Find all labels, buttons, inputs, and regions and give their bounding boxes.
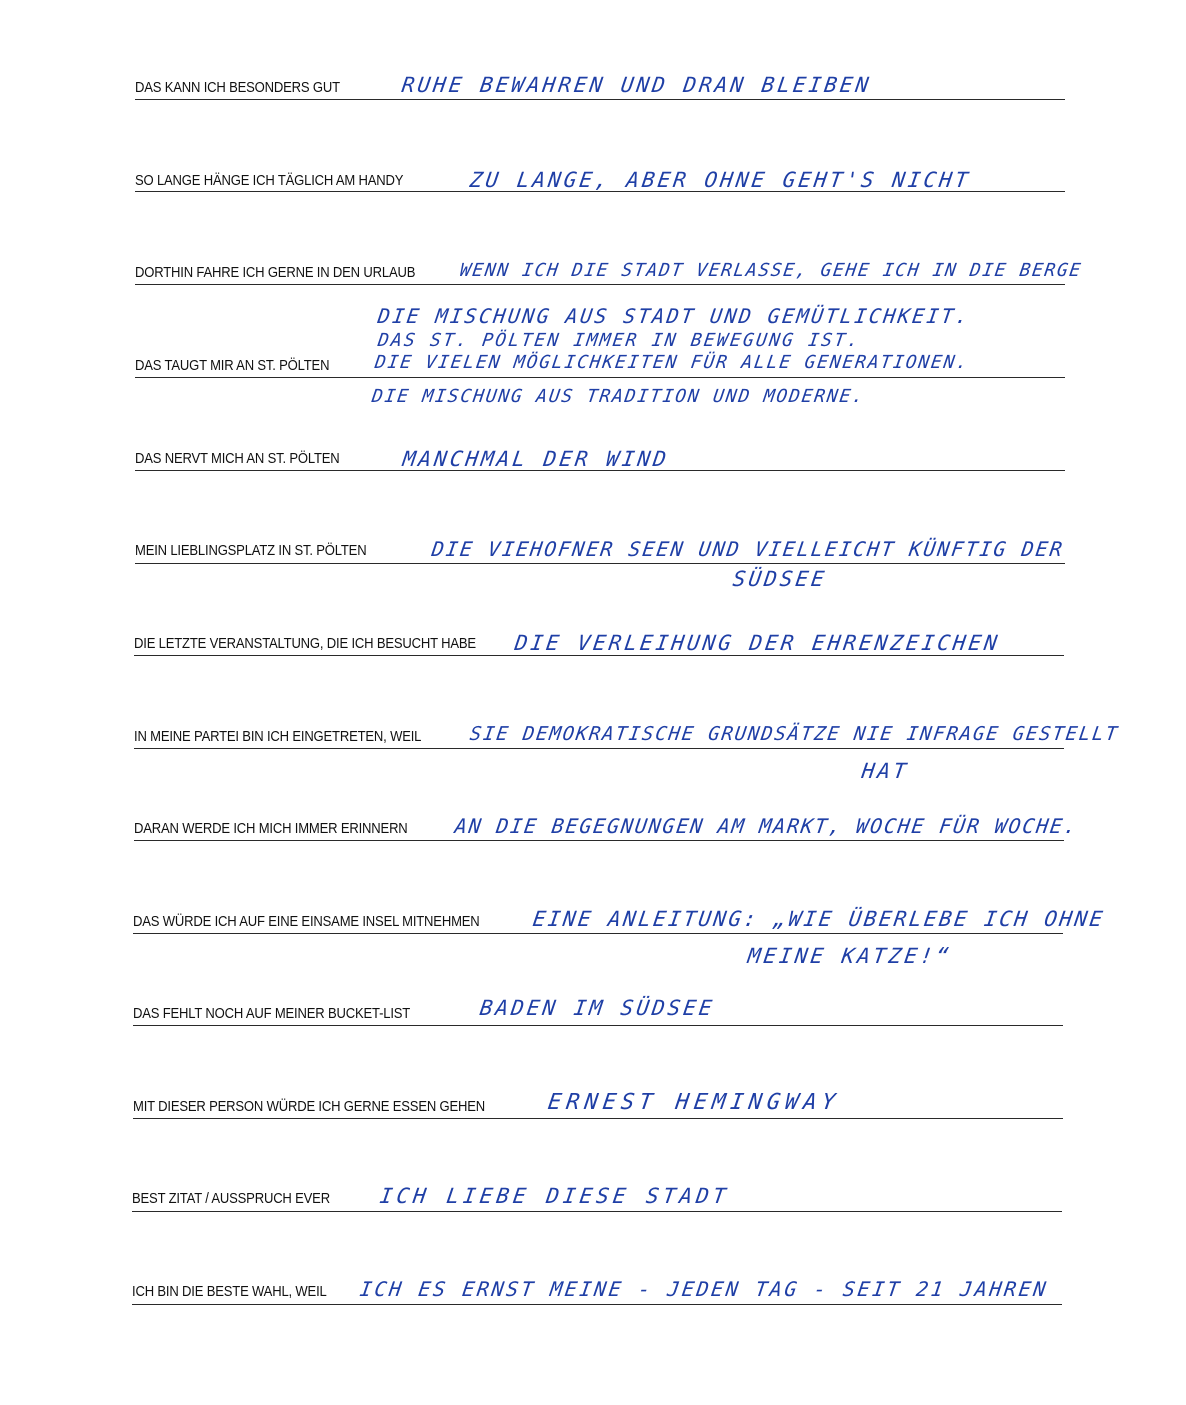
question-label: DIE LETZTE VERANSTALTUNG, DIE ICH BESUCHT HABE	[134, 636, 476, 652]
question-label: DAS KANN ICH BESONDERS GUT	[135, 80, 340, 96]
answer-line	[133, 1118, 1063, 1119]
answer-line	[132, 1304, 1062, 1305]
handwritten-answer: WENN ICH DIE STADT VERLASSE, GEHE ICH IN DIE BERGE	[458, 260, 1084, 281]
handwritten-answer: HAT	[860, 759, 911, 783]
handwritten-answer: RUHE BEWAHREN UND DRAN BLEIBEN	[400, 73, 873, 97]
handwritten-answer: BADEN IM SÜDSEE	[478, 996, 717, 1020]
handwritten-answer: ZU LANGE, ABER OHNE GEHT'S NICHT	[468, 168, 973, 192]
answer-line	[132, 1211, 1062, 1212]
answer-line	[133, 933, 1063, 934]
question-label: SO LANGE HÄNGE ICH TÄGLICH AM HANDY	[135, 173, 404, 189]
answer-line	[134, 655, 1064, 656]
answer-line	[135, 470, 1065, 471]
handwritten-answer: DIE MISCHUNG AUS STADT UND GEMÜTLICHKEIT.	[376, 304, 972, 328]
answer-line	[135, 377, 1065, 378]
handwritten-answer: MEINE KATZE!“	[746, 944, 954, 968]
question-label: MIT DIESER PERSON WÜRDE ICH GERNE ESSEN GEHEN	[133, 1099, 486, 1115]
handwritten-answer: AN DIE BEGEGNUNGEN AM MARKT, WOCHE FÜR WOCHE.	[453, 814, 1080, 838]
question-label: DAS FEHLT NOCH AUF MEINER BUCKET-LIST	[133, 1006, 411, 1022]
handwritten-answer: MANCHMAL DER WIND	[401, 447, 671, 471]
handwritten-answer: ICH ES ERNST MEINE - JEDEN TAG - SEIT 21 JAHREN	[358, 1277, 1050, 1301]
handwritten-answer: DIE VERLEIHUNG DER EHRENZEICHEN	[513, 631, 1002, 655]
handwritten-answer: ERNEST HEMINGWAY	[546, 1090, 842, 1115]
handwritten-answer: DIE VIEHOFNER SEEN UND VIELLEICHT KÜNFTIG DER	[430, 537, 1066, 561]
answer-line	[134, 840, 1064, 841]
question-label: BEST ZITAT / AUSSPRUCH EVER	[132, 1191, 330, 1207]
question-label: MEIN LIEBLINGSPLATZ IN ST. PÖLTEN	[135, 543, 367, 559]
answer-line	[133, 1025, 1063, 1026]
answer-line	[135, 284, 1065, 285]
answer-line	[135, 563, 1065, 564]
handwritten-answer: ICH LIEBE DIESE STADT	[378, 1184, 732, 1208]
handwritten-answer: EINE ANLEITUNG: „WIE ÜBERLEBE ICH OHNE	[531, 907, 1107, 931]
handwritten-answer: DIE VIELEN MÖGLICHKEITEN FÜR ALLE GENERATIONEN.	[373, 352, 971, 373]
answer-line	[134, 748, 1064, 749]
answer-line	[135, 99, 1065, 100]
handwritten-answer: DIE MISCHUNG AUS TRADITION UND MODERNE.	[370, 386, 867, 407]
handwritten-answer: SÜDSEE	[731, 567, 829, 591]
handwritten-answer: DAS ST. PÖLTEN IMMER IN BEWEGUNG IST.	[376, 330, 862, 351]
question-label: DORTHIN FAHRE ICH GERNE IN DEN URLAUB	[135, 265, 416, 281]
question-label: DAS NERVT MICH AN ST. PÖLTEN	[135, 451, 340, 467]
question-label: DAS TAUGT MIR AN ST. PÖLTEN	[135, 358, 330, 374]
handwritten-answer: SIE DEMOKRATISCHE GRUNDSÄTZE NIE INFRAGE GESTELLT	[468, 723, 1121, 745]
question-label: DARAN WERDE ICH MICH IMMER ERINNERN	[134, 821, 408, 837]
question-label: ICH BIN DIE BESTE WAHL, WEIL	[132, 1284, 327, 1300]
question-label: DAS WÜRDE ICH AUF EINE EINSAME INSEL MITNEHMEN	[133, 914, 480, 930]
question-label: IN MEINE PARTEI BIN ICH EINGETRETEN, WEIL	[134, 729, 422, 745]
answer-line	[135, 191, 1065, 192]
